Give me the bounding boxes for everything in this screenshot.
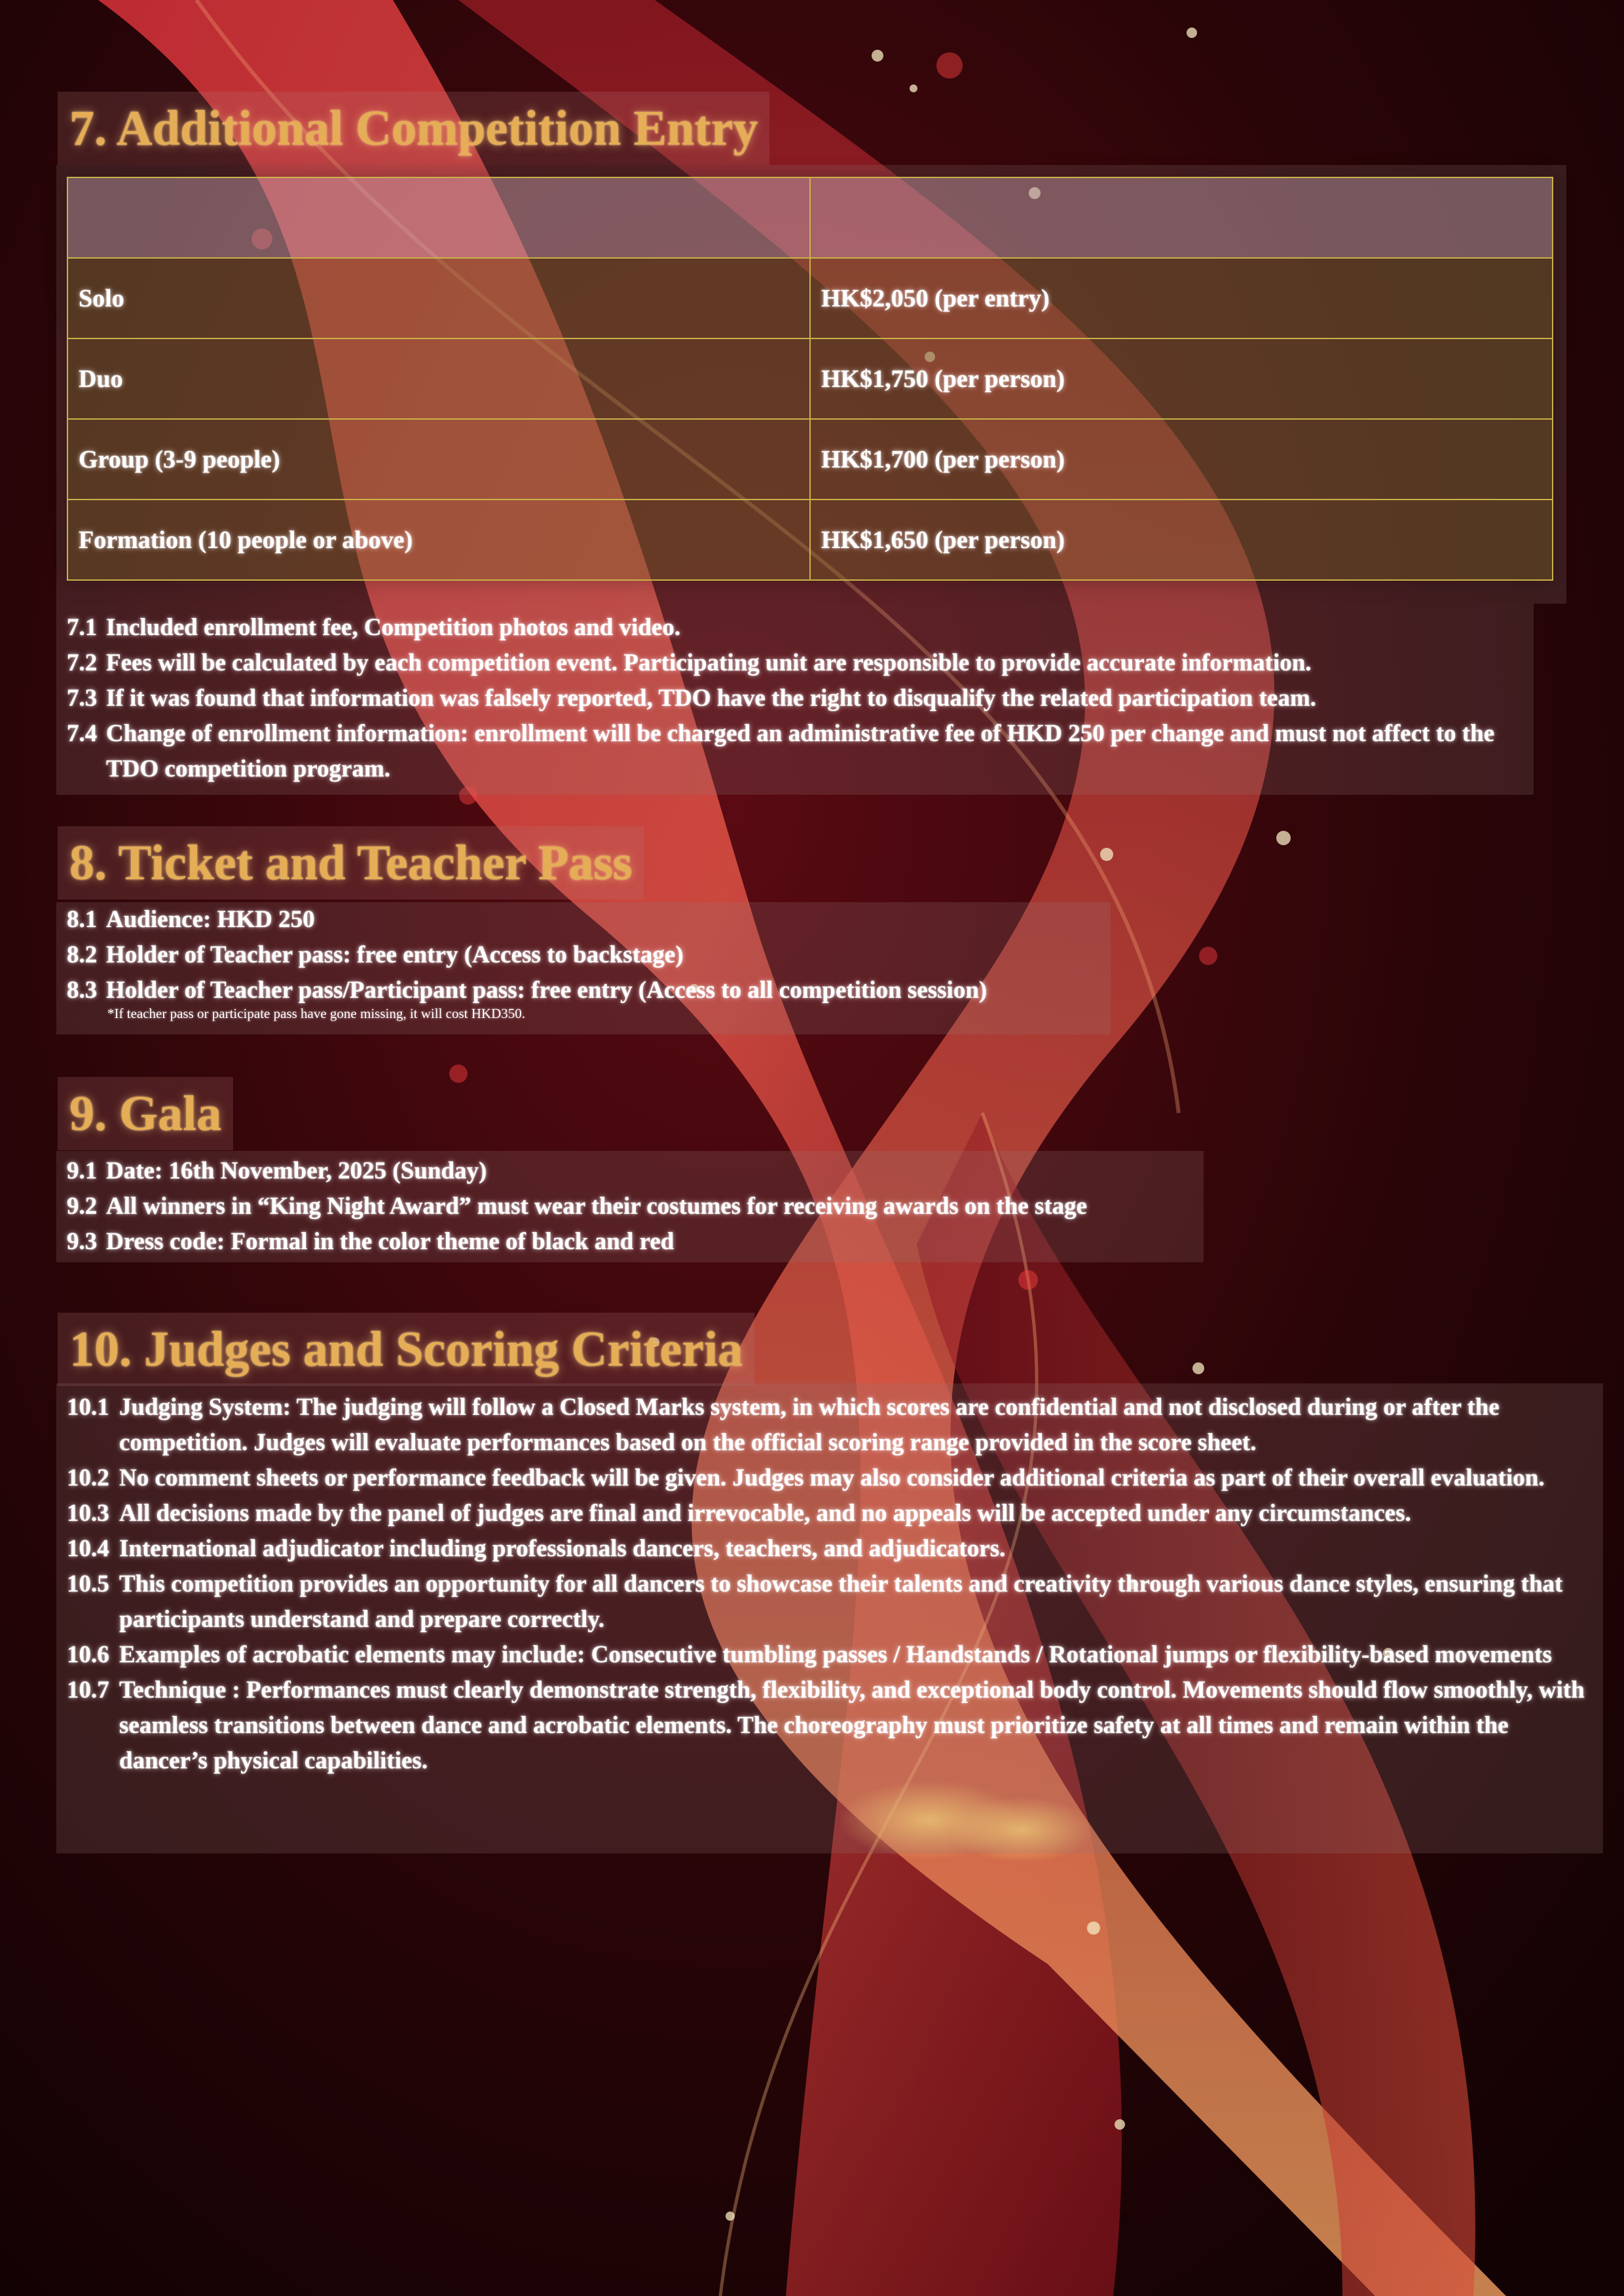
- list-item: 10.5 This competition provides an opportunity for all dancers to showcase their talents and creativity through various dance styles, ensuring that participants understand and prepare correctly.: [67, 1571, 1563, 1633]
- table-row: [67, 258, 1553, 338]
- list-item: 9.1 Date: 16th November, 2025 (Sunday): [67, 1157, 487, 1184]
- table-header-row: [67, 177, 1553, 258]
- entry-fee: HK$1,650 (per person): [810, 500, 1553, 580]
- section-9-list: [56, 1151, 1204, 1262]
- table-header-cell: [810, 177, 1553, 258]
- list-item: 8.2 Holder of Teacher pass: free entry (Access to backstage): [67, 941, 684, 968]
- table-row: [67, 338, 1553, 419]
- entry-category: Formation (10 people or above): [67, 500, 810, 580]
- list-item: 10.1 Judging System: The judging will follow a Closed Marks system, in which scores are confidential and not disclosed during or after the competition. Judges will evaluate performances based on the official scoring range provided in the score sheet.: [67, 1394, 1500, 1456]
- list-item: 10.4 International adjudicator including professionals dancers, teachers, and adjudicators.: [67, 1535, 1006, 1562]
- section-9-title: 9. Gala: [58, 1077, 233, 1150]
- section-10-title: 10. Judges and Scoring Criteria: [58, 1313, 754, 1386]
- list-item: 8.1 Audience: HKD 250: [67, 906, 315, 933]
- entry-fee: HK$1,750 (per person): [810, 338, 1553, 419]
- section-10-list: [56, 1383, 1603, 1853]
- list-item: 8.3 Holder of Teacher pass/Participant pass: free entry (Access to all competition session): [67, 977, 987, 1004]
- list-item: 7.2 Fees will be calculated by each competition event. Participating unit are responsible to provide accurate information.: [67, 649, 1312, 676]
- list-item: 10.6 Examples of acrobatic elements may include: Consecutive tumbling passes / Handstands / Rotational jumps or flexibility-based movements: [67, 1641, 1552, 1668]
- list-item: 7.3 If it was found that information was falsely reported, TDO have the right to disqualify the related participation team.: [67, 685, 1316, 712]
- entry-category: Duo: [67, 338, 810, 419]
- entry-fee-table: [67, 177, 1553, 581]
- list-item: 9.3 Dress code: Formal in the color theme of black and red: [67, 1228, 674, 1255]
- table-header-cell: [67, 177, 810, 258]
- section-8-title: 8. Ticket and Teacher Pass: [58, 826, 644, 900]
- missing-pass-note: *If teacher pass or participate pass have gone missing, it will cost HKD350.: [107, 1006, 526, 1021]
- list-item: 10.3 All decisions made by the panel of judges are final and irrevocable, and no appeals will be accepted under any circumstances.: [67, 1500, 1411, 1527]
- section-7-title: 7. Additional Competition Entry: [58, 92, 769, 165]
- entry-category: Group (3-9 people): [67, 419, 810, 500]
- entry-fee: HK$2,050 (per entry): [810, 258, 1553, 338]
- table-row: [67, 419, 1553, 500]
- list-item: 10.7 Technique : Performances must clearly demonstrate strength, flexibility, and exceptional body control. Movements should flow smoothly, with seamless transitions between dance and acrobatic elements. The choreography must prioritize safety at all times and remain within the dancer’s physical capabilities.: [67, 1677, 1585, 1774]
- table-row: [67, 500, 1553, 580]
- entry-category: Solo: [67, 258, 810, 338]
- section-7-notes: [56, 604, 1534, 795]
- list-item: 10.2 No comment sheets or performance feedback will be given. Judges may also consider additional criteria as part of their overall evaluation.: [67, 1465, 1545, 1491]
- list-item: 7.1 Included enrollment fee, Competition photos and video.: [67, 614, 681, 641]
- list-item: 9.2 All winners in “King Night Award” must wear their costumes for receiving awards on the stage: [67, 1193, 1088, 1220]
- entry-fee: HK$1,700 (per person): [810, 419, 1553, 500]
- list-item: 7.4 Change of enrollment information: enrollment will be charged an administrative fee of HKD 250 per change and must not affect to the TDO competition program.: [67, 720, 1495, 782]
